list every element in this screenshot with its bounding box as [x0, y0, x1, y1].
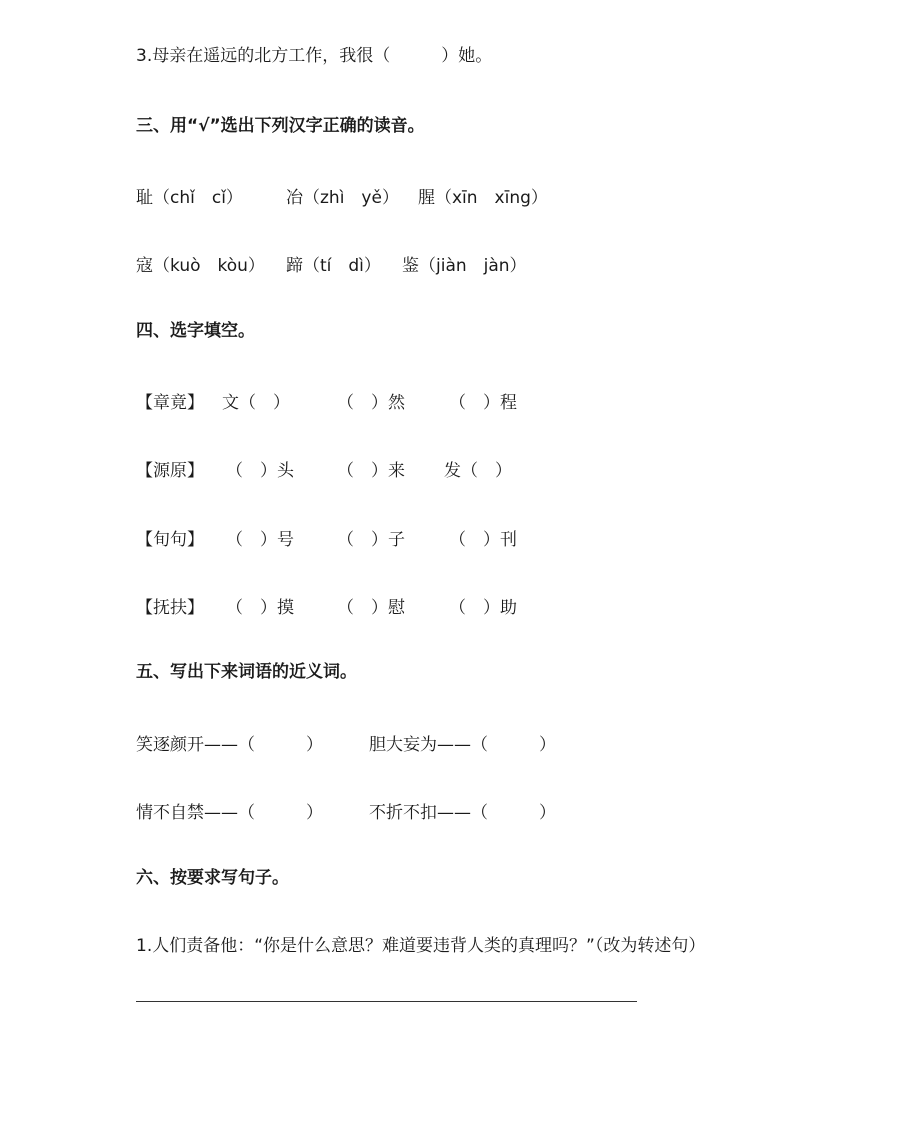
- fill-item: 文（ ）: [222, 393, 290, 413]
- fill-item: （ ）摸: [226, 598, 294, 618]
- fill-item: （ ）然: [337, 393, 405, 413]
- char-pair: 【源原】: [136, 461, 204, 481]
- section-3-title: 三、用“√”选出下列汉字正确的读音。: [136, 116, 425, 136]
- char-pair: 【章竟】: [136, 393, 204, 413]
- synonym-item: 胆大妄为——（ ）: [369, 735, 556, 755]
- pinyin-item: 耻（chǐ cǐ）: [136, 188, 243, 208]
- synonym-item: 笑逐颜开——（ ）: [136, 735, 323, 755]
- fill-item: （ ）刊: [449, 530, 517, 550]
- pinyin-item: 寇（kuò kòu）: [136, 256, 265, 276]
- synonym-item: 情不自禁——（ ）: [136, 803, 323, 823]
- fill-item: （ ）慰: [337, 598, 405, 618]
- fill-item: （ ）助: [449, 598, 517, 618]
- char-pair: 【抚扶】: [136, 598, 204, 618]
- pinyin-item: 冶（zhì yě）: [286, 188, 399, 208]
- answer-line: [136, 1001, 637, 1002]
- char-pair: 【旬句】: [136, 530, 204, 550]
- fill-item: 发（ ）: [444, 461, 512, 481]
- question-3-line: 3.母亲在遥远的北方工作，我很（ ）她。: [136, 46, 493, 66]
- fill-item: （ ）程: [449, 393, 517, 413]
- pinyin-item: 腥（xīn xīng）: [418, 188, 548, 208]
- fill-item: （ ）号: [226, 530, 294, 550]
- synonym-item: 不折不扣——（ ）: [369, 803, 556, 823]
- question-6-1: 1.人们责备他：“你是什么意思？难道要违背人类的真理吗？”（改为转述句）: [136, 936, 706, 956]
- section-5-title: 五、写出下来词语的近义词。: [136, 662, 357, 682]
- fill-item: （ ）来: [337, 461, 405, 481]
- fill-item: （ ）头: [226, 461, 294, 481]
- section-4-title: 四、选字填空。: [136, 321, 255, 341]
- fill-item: （ ）子: [337, 530, 405, 550]
- pinyin-item: 蹄（tí dì）: [286, 256, 381, 276]
- pinyin-item: 鉴（jiàn jàn）: [402, 256, 527, 276]
- section-6-title: 六、按要求写句子。: [136, 868, 289, 888]
